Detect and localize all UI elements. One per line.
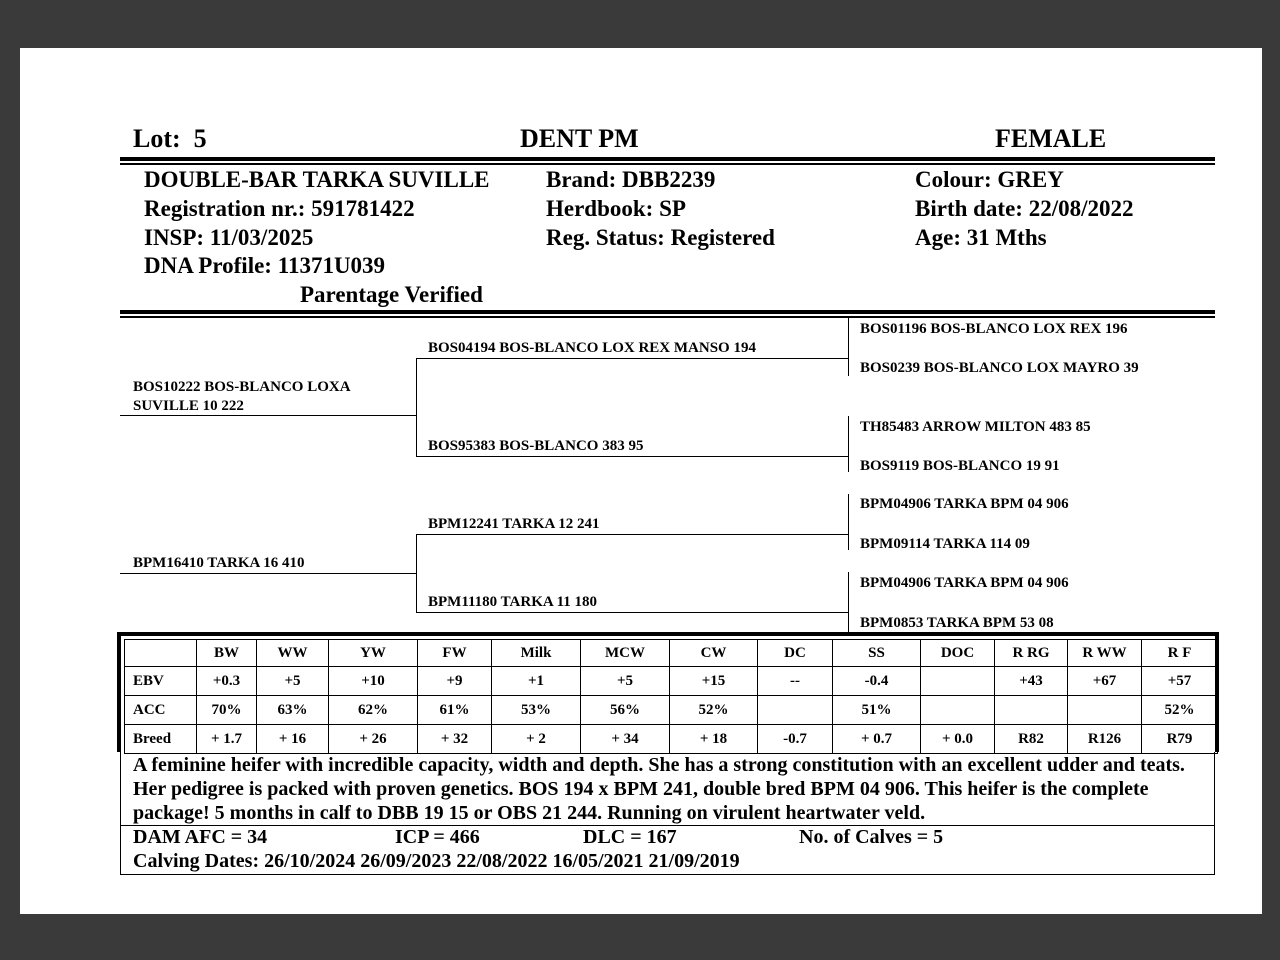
acc-cell: 63% [257, 696, 329, 725]
header-rule [120, 157, 1215, 161]
dam-line [120, 573, 416, 574]
ebv-header-row [125, 640, 1218, 667]
ebv-header-cell: CW [670, 640, 758, 667]
ebv-left-rule [117, 632, 121, 752]
ebv-cell [921, 667, 995, 696]
reg-status: Reg. Status: Registered [546, 225, 775, 250]
lot-label: Lot: 5 [133, 124, 207, 153]
acc-cell: 52% [1142, 696, 1218, 725]
dna-profile: DNA Profile: 11371U039 [144, 253, 386, 278]
ebv-header-cell: SS [833, 640, 921, 667]
age: Age: 31 Mths [915, 225, 1047, 250]
breed-cell: -0.7 [758, 725, 833, 754]
registration-number: Registration nr.: 591781422 [144, 196, 415, 221]
acc-row [125, 696, 1218, 725]
ebv-header-cell: MCW [581, 640, 670, 667]
lot-number: 5 [193, 124, 207, 153]
acc-cell: 52% [670, 696, 758, 725]
acc-cell: 53% [492, 696, 581, 725]
acc-cell: 62% [329, 696, 418, 725]
breed-cell: + 32 [418, 725, 492, 754]
ds-bracket [848, 494, 849, 550]
ss-line [416, 358, 848, 359]
animal-name: DOUBLE-BAR TARKA SUVILLE [144, 167, 490, 192]
ebv-cell: +5 [581, 667, 670, 696]
desc-bottom-border [120, 874, 1215, 875]
acc-cell [758, 696, 833, 725]
desc-right-border [1214, 752, 1215, 875]
colour: Colour: GREY [915, 167, 1064, 192]
sd-line [416, 456, 848, 457]
ebv-header-cell: DC [758, 640, 833, 667]
pedigree-dam: BPM16410 TARKA 16 410 [133, 555, 305, 571]
pedigree-sss: BOS01196 BOS-BLANCO LOX REX 196 [860, 321, 1128, 337]
breed-cell: + 26 [329, 725, 418, 754]
pedigree-dss: BPM04906 TARKA BPM 04 906 [860, 496, 1069, 512]
breed-row [125, 725, 1218, 754]
ebv-header-cell: R RG [995, 640, 1068, 667]
lot-page [20, 48, 1262, 914]
acc-cell [921, 696, 995, 725]
desc-left-border [120, 752, 121, 875]
ebv-cell: -- [758, 667, 833, 696]
ebv-cell: +15 [670, 667, 758, 696]
breed-cell: R79 [1142, 725, 1218, 754]
pedigree-sire-dam: BOS95383 BOS-BLANCO 383 95 [428, 438, 644, 454]
dd-bracket [848, 572, 849, 632]
ebv-cell: +9 [418, 667, 492, 696]
ebv-header-cell [125, 640, 197, 667]
pedigree-sire-sire: BOS04194 BOS-BLANCO LOX REX MANSO 194 [428, 340, 756, 356]
breed-cell: + 16 [257, 725, 329, 754]
info-rule [120, 310, 1215, 314]
sex-label: FEMALE [995, 124, 1107, 153]
pedigree-sds: TH85483 ARROW MILTON 483 85 [860, 419, 1091, 435]
breed-cell: + 18 [670, 725, 758, 754]
ss-bracket [848, 318, 849, 376]
ebv-header-cell: YW [329, 640, 418, 667]
ebv-header-cell: DOC [921, 640, 995, 667]
ebv-top-rule [117, 632, 1219, 636]
acc-cell: 61% [418, 696, 492, 725]
ebv-cell: +43 [995, 667, 1068, 696]
acc-cell: 70% [197, 696, 257, 725]
dam-bracket [416, 534, 417, 612]
ebv-cell: +67 [1068, 667, 1142, 696]
ebv-header-cell: WW [257, 640, 329, 667]
breed-row-label: Breed [125, 725, 197, 754]
acc-cell: 51% [833, 696, 921, 725]
ebv-header-cell: BW [197, 640, 257, 667]
ds-line [416, 534, 848, 535]
sire-bracket [416, 358, 417, 457]
pedigree-sire: BOS10222 BOS-BLANCO LOXA SUVILLE 10 222 [133, 379, 350, 414]
description-text: A feminine heifer with incredible capacity, width and depth. She has a strong constitution with an excellent udder and teats. Her pedigree is packed with proven genetics. BOS 194 x BPM 241, double bred BPM 04 906. This heifer is the complete package! 5 months in calf to DBB 19 15 or OBS 21 244. Running on virulent heartwater veld. [133, 754, 1185, 824]
birth-date: Birth date: 22/08/2022 [915, 196, 1134, 221]
ebv-cell: +5 [257, 667, 329, 696]
ebv-header-cell: FW [418, 640, 492, 667]
breed-cell: R82 [995, 725, 1068, 754]
ebv-cell: +10 [329, 667, 418, 696]
pedigree-sdd: BOS9119 BOS-BLANCO 19 91 [860, 458, 1060, 474]
breed-cell: + 0.0 [921, 725, 995, 754]
dam-calves-count: No. of Calves = 5 [799, 826, 944, 848]
insp-date: INSP: 11/03/2025 [144, 225, 314, 250]
breed-cell: + 34 [581, 725, 670, 754]
ebv-header-cell: R F [1142, 640, 1218, 667]
calving-dates: Calving Dates: 26/10/2024 26/09/2023 22/08/2022 16/05/2021 21/09/2019 [133, 850, 740, 872]
parentage-status: Parentage Verified [300, 282, 483, 307]
brand: Brand: DBB2239 [546, 167, 716, 192]
ebv-cell: +0.3 [197, 667, 257, 696]
ebv-cell: -0.4 [833, 667, 921, 696]
ebv-row [125, 667, 1218, 696]
breed-cell: R126 [1068, 725, 1142, 754]
herdbook: Herdbook: SP [546, 196, 686, 221]
ebv-header-cell: Milk [492, 640, 581, 667]
pedigree-dsd: BPM09114 TARKA 114 09 [860, 536, 1030, 552]
acc-cell [995, 696, 1068, 725]
acc-cell [1068, 696, 1142, 725]
header-rule-thin [120, 163, 1215, 165]
sire-line [120, 415, 416, 416]
ebv-header-cell: R WW [1068, 640, 1142, 667]
dam-dlc: DLC = 167 [583, 826, 677, 848]
acc-row-label: ACC [125, 696, 197, 725]
dam-afc: DAM AFC = 34 [133, 826, 268, 848]
pedigree-dds: BPM04906 TARKA BPM 04 906 [860, 575, 1069, 591]
breed-cell: + 1.7 [197, 725, 257, 754]
ebv-row-label: EBV [125, 667, 197, 696]
dam-icp: ICP = 466 [395, 826, 480, 848]
ebv-cell: +57 [1142, 667, 1218, 696]
sd-bracket [848, 416, 849, 472]
pedigree-ddd: BPM0853 TARKA BPM 53 08 [860, 615, 1054, 631]
pedigree-dam-sire: BPM12241 TARKA 12 241 [428, 516, 600, 532]
ebv-cell: +1 [492, 667, 581, 696]
seller-name: DENT PM [520, 124, 639, 153]
breed-cell: + 0.7 [833, 725, 921, 754]
pedigree-dam-dam: BPM11180 TARKA 11 180 [428, 594, 598, 610]
acc-cell: 56% [581, 696, 670, 725]
ebv-table [124, 639, 1218, 754]
info-rule-thin [120, 316, 1215, 318]
breed-cell: + 2 [492, 725, 581, 754]
pedigree-ssd: BOS0239 BOS-BLANCO LOX MAYRO 39 [860, 360, 1139, 376]
dd-line [416, 612, 848, 613]
